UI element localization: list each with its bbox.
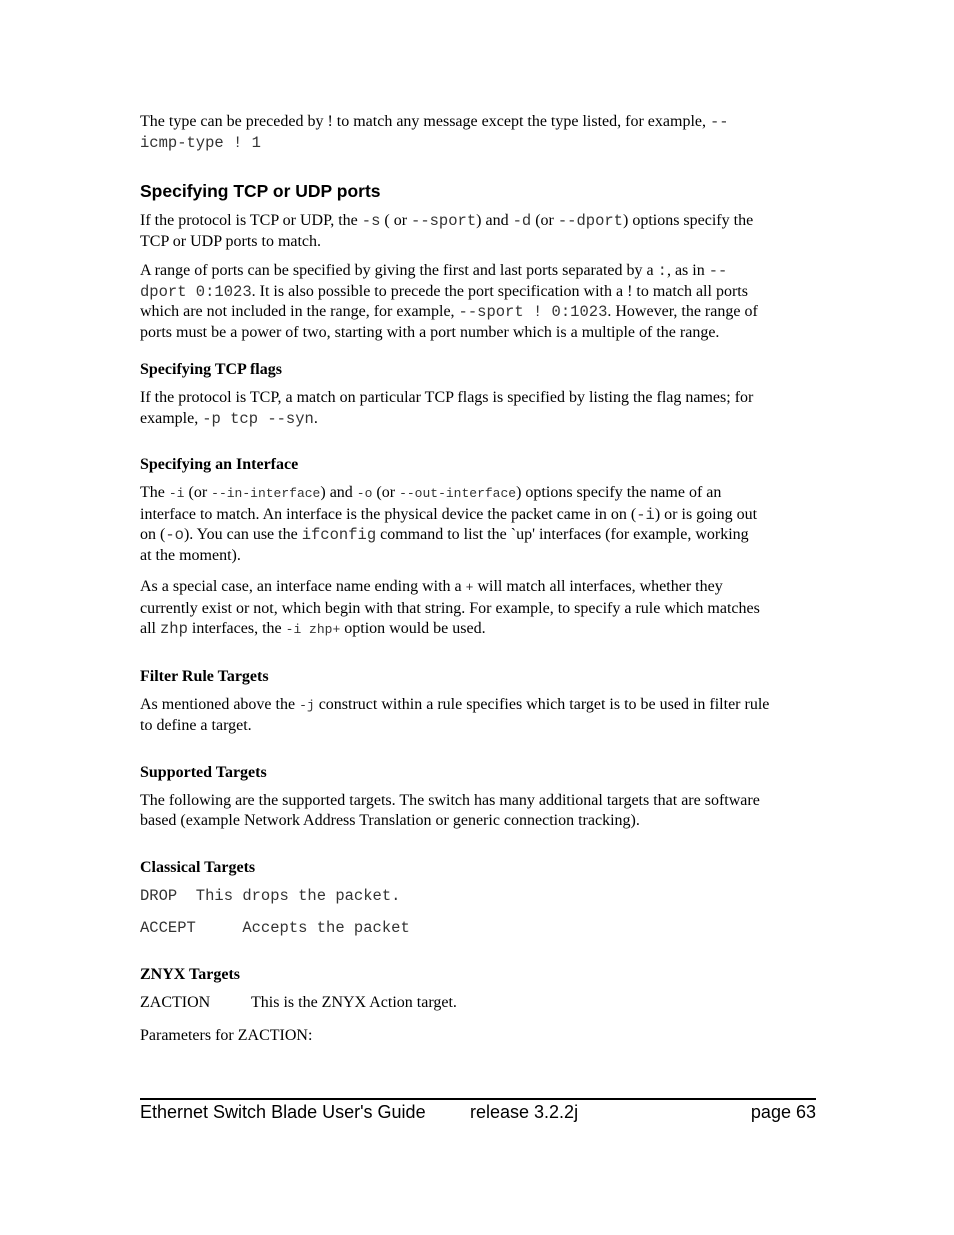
text: The type can be preceded by ! to match any message except the type listed, for example,: [140, 113, 710, 130]
zaction-parameters-label: Parameters for ZACTION:: [140, 1027, 313, 1044]
text: construct within a rule specifies which target is to be used in filter rule: [314, 695, 770, 713]
code: --dport: [557, 212, 623, 230]
code: -i: [168, 486, 185, 501]
code: --sport ! 0:1023: [458, 303, 608, 321]
code: --out-interface: [399, 486, 517, 501]
code: -s: [361, 212, 381, 230]
text: currently exist or not, which begin with that string. For example, to specify a rule which matches: [140, 599, 760, 617]
classical-target-accept: ACCEPT Accepts the packet: [140, 918, 410, 937]
code: icmp-type ! 1: [140, 133, 261, 152]
section-heading-interface: Specifying an Interface: [140, 456, 299, 473]
tcp-flags-paragraph: [140, 388, 816, 429]
text: to define a target.: [140, 717, 252, 734]
code: --in-interface: [211, 486, 321, 501]
code: -o: [356, 486, 373, 501]
page-content: [140, 112, 816, 1047]
text: will match all interfaces, whether they: [473, 578, 723, 595]
text: The following are the supported targets. The switch has many additional targets that are software: [140, 791, 760, 809]
section-heading-classical-targets: Classical Targets: [140, 858, 256, 876]
text: ports must be a power of two, starting with a port number which is a multiple of the range.: [140, 323, 720, 341]
text: option would be used.: [340, 620, 486, 637]
text: at the moment).: [140, 546, 241, 564]
section-heading-znyx-targets: ZNYX Targets: [140, 965, 241, 983]
code: -i: [636, 505, 655, 524]
code: --: [708, 262, 728, 280]
text: interfaces, the: [187, 620, 286, 637]
text: . It is also possible to precede the port specification with a ! to match all ports: [251, 282, 748, 300]
tcp-udp-paragraph-2: [140, 261, 816, 343]
tcp-udp-paragraph-1: [140, 211, 816, 252]
footer-title: Ethernet Switch Blade User's Guide: [140, 1102, 426, 1122]
code: zhp: [160, 620, 188, 638]
text: all: [140, 620, 160, 637]
text: (or: [372, 484, 400, 501]
text: command to list the `up' interfaces (for example, working: [376, 526, 749, 543]
text: The: [140, 484, 169, 501]
text: ). You can use the: [183, 526, 302, 543]
interface-paragraph-2: [140, 577, 816, 641]
text: . However, the range of: [607, 303, 758, 320]
section-heading-tcp-flags: Specifying TCP flags: [140, 361, 282, 378]
code: -j: [299, 697, 315, 713]
text: (or: [531, 212, 558, 229]
text: A range of ports can be specified by giving the first and last ports separated by a: [140, 262, 658, 279]
page-footer: [140, 1098, 816, 1126]
text: TCP or UDP ports to match.: [140, 232, 322, 250]
code: --sport: [411, 212, 477, 230]
section-heading-supported-targets: Supported Targets: [140, 763, 267, 781]
text: .: [313, 409, 318, 427]
text: , as in: [666, 262, 709, 279]
code: ifconfig: [301, 526, 377, 544]
text: If the protocol is TCP, a match on particular TCP flags is specified by listing the flag names; for: [140, 389, 754, 406]
text: based (example Network Address Translation or generic connection tracking).: [140, 812, 640, 829]
text: As a special case, an interface name ending with a: [140, 578, 466, 595]
code: -o: [165, 526, 184, 544]
code: :: [657, 262, 667, 280]
text: ) or is going out: [654, 505, 758, 523]
code: -d: [512, 212, 532, 230]
znyx-target-zaction: [140, 993, 816, 1014]
text: on (: [140, 526, 166, 543]
text: As mentioned above the: [140, 695, 300, 713]
code: -p tcp --syn: [202, 409, 314, 428]
text: interface to match. An interface is the physical device the packet came in on (: [140, 505, 637, 523]
text: If the protocol is TCP or UDP, the: [140, 212, 362, 229]
footer-release: release 3.2.2j: [470, 1102, 579, 1122]
target-name: ZACTION: [140, 993, 211, 1011]
text: ) options specify the: [622, 212, 754, 229]
text: ) and: [476, 212, 513, 229]
code: +: [465, 580, 474, 595]
text: ( or: [380, 212, 412, 229]
footer-text: [140, 1100, 816, 1126]
filter-targets-paragraph: [140, 695, 816, 737]
interface-paragraph-1: [140, 483, 816, 566]
code: -i zhp+: [285, 622, 341, 637]
section-heading-tcp-udp-ports: Specifying TCP or UDP ports: [140, 181, 381, 201]
code: --: [710, 113, 729, 131]
text: example,: [140, 409, 203, 427]
text: which are not included in the range, for example,: [140, 303, 459, 320]
intro-paragraph: [140, 112, 816, 153]
text: (or: [184, 484, 212, 501]
classical-target-drop: DROP This drops the packet.: [140, 886, 401, 905]
target-description: This is the ZNYX Action target.: [251, 993, 457, 1011]
text: ) and: [320, 484, 357, 501]
text: ) options specify the name of an: [516, 484, 722, 501]
supported-targets-paragraph: [140, 791, 816, 832]
section-heading-filter-rule-targets: Filter Rule Targets: [140, 667, 269, 685]
footer-page-number: page 63: [750, 1102, 816, 1122]
code: dport 0:1023: [140, 282, 252, 301]
